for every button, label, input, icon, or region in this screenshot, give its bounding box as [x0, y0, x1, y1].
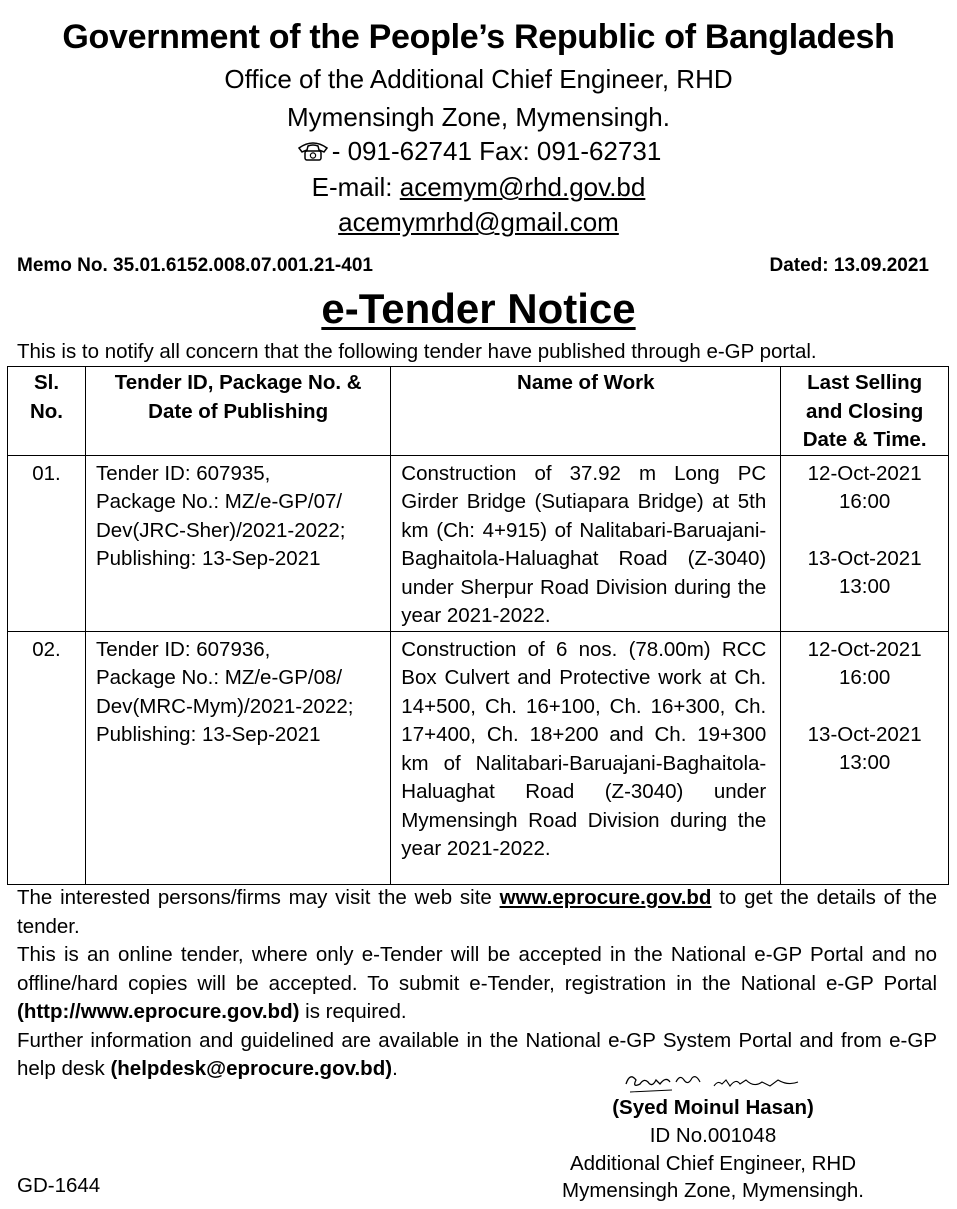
- header-date: [781, 367, 949, 456]
- closing-date: 13-Oct-2021: [807, 546, 922, 570]
- closing-date: 13-Oct-2021: [807, 722, 922, 746]
- egp-portal-link[interactable]: (http://www.eprocure.gov.bd): [17, 1000, 300, 1023]
- table-row: [8, 455, 949, 631]
- publishing-date: Publishing: 13-Sep-2021: [95, 547, 321, 570]
- closing-time: 13:00: [838, 751, 891, 774]
- eprocure-link[interactable]: www.eprocure.gov.bd: [499, 886, 712, 909]
- signatory-name: (Syed Moinul Hasan): [612, 1096, 814, 1119]
- date-spacer: [781, 517, 948, 545]
- row-dates: [781, 631, 949, 884]
- row-work-name: Construction of 37.92 m Long PC Girder Bridge (Sutiapara Bridge) at 5th km (Ch: 4+915) of Nalitabari-Baruajani-Baghaitola-Haluaghat Road (Z-3040) under Sherpur Road Division during the year 2021-2022.: [391, 455, 781, 631]
- package-no-line2: Dev(MRC-Mym)/2021-2022;: [95, 694, 354, 718]
- office-name: Office of the Additional Chief Engineer, RHD: [224, 64, 733, 94]
- signatory-designation: Additional Chief Engineer, RHD: [569, 1152, 857, 1175]
- package-no-line1: Package No.: MZ/e-GP/07/: [95, 490, 343, 513]
- zone-name: Mymensingh Zone, Mymensingh.: [287, 102, 670, 132]
- email-label: E-mail:: [311, 172, 400, 202]
- footer-paragraph-website: [17, 884, 937, 941]
- signatory-zone: Mymensingh Zone, Mymensingh.: [562, 1179, 864, 1202]
- email-line-2: [0, 207, 957, 237]
- selling-time: 16:00: [838, 666, 891, 689]
- footer-text: is required.: [299, 1000, 407, 1023]
- telephone-icon: [296, 138, 330, 168]
- header-date-line1: Last Selling: [807, 371, 923, 394]
- email-primary-link[interactable]: acemym@rhd.gov.bd: [399, 172, 646, 202]
- header-tender: [85, 367, 390, 456]
- row-work-name: Construction of 6 nos. (78.00m) RCC Box Culvert and Protective work at Ch. 14+500, Ch. 16+100, Ch. 16+300, Ch. 17+400, Ch. 18+200 and Ch. 19+300 km of Nalitabari-Baruajani-Baghaitola-Haluaghat Road (Z-3040) under Mymensingh Road Division during the year 2021-2022.: [391, 631, 781, 884]
- header-sl-line2: No.: [29, 399, 63, 423]
- header-tender-line1: Tender ID, Package No. &: [114, 371, 362, 394]
- package-no-line2: Dev(JRC-Sher)/2021-2022;: [95, 518, 346, 542]
- closing-time: 13:00: [838, 575, 891, 598]
- tender-id: Tender ID: 607935,: [95, 461, 271, 485]
- government-heading: Government of the People’s Republic of Bangladesh: [62, 18, 895, 56]
- footer-paragraph-online: [17, 941, 937, 1027]
- row-tender-info: [85, 631, 390, 884]
- publishing-date: Publishing: 13-Sep-2021: [95, 723, 321, 746]
- tender-id: Tender ID: 607936,: [95, 637, 271, 661]
- footer-text: The interested persons/firms may visit the web site: [17, 886, 500, 909]
- table-row: [8, 631, 949, 884]
- row-tender-info: [85, 455, 390, 631]
- row-dates: [781, 455, 949, 631]
- helpdesk-email-link[interactable]: (helpdesk@eprocure.gov.bd): [110, 1057, 393, 1080]
- header-tender-line2: Date of Publishing: [148, 399, 329, 423]
- signatory-id: ID No.001048: [649, 1124, 777, 1147]
- selling-date: 12-Oct-2021: [807, 637, 922, 661]
- package-no-line1: Package No.: MZ/e-GP/08/: [95, 666, 343, 689]
- email-secondary-link[interactable]: acemymrhd@gmail.com: [338, 207, 619, 237]
- memo-date: Dated: 13.09.2021: [769, 255, 929, 276]
- table-header-row: [8, 367, 949, 456]
- row-sl: 01.: [8, 455, 86, 631]
- notice-title: [0, 285, 957, 333]
- footer-text: This is an online tender, where only e-Tender will be accepted in the National e-GP Portal and no offline/hard copies will be accepted. To submit e-Tender, registration in the National e-GP Portal: [17, 943, 937, 995]
- notice-title-text: e-Tender Notice: [321, 285, 636, 332]
- memo-number: Memo No. 35.01.6152.008.07.001.21-401: [17, 255, 373, 276]
- header-date-line2: and Closing: [805, 399, 924, 423]
- footer-text: .: [392, 1057, 398, 1080]
- header-sl-line1: Sl.: [33, 371, 60, 394]
- footer-notes: [17, 884, 937, 1084]
- header-date-line3: Date & Time.: [802, 428, 927, 451]
- row-sl: 02.: [8, 631, 86, 884]
- intro-text: This is to notify all concern that the following tender have published through e-GP portal.: [17, 340, 817, 363]
- selling-date: 12-Oct-2021: [807, 461, 922, 485]
- phone-fax-line: [0, 136, 957, 168]
- header-work: Name of Work: [391, 367, 781, 456]
- selling-time: 16:00: [838, 490, 891, 513]
- date-spacer: [781, 693, 948, 721]
- email-line: [0, 172, 957, 202]
- footer-text: Further information and guidelined are available in the National e-GP System Portal and from e-GP help desk: [17, 1028, 937, 1080]
- footer-text: to get the details of the tender.: [17, 886, 937, 938]
- gd-number: GD-1644: [17, 1174, 101, 1197]
- tender-table: [7, 366, 949, 885]
- phone-fax-text: - 091-62741 Fax: 091-62731: [331, 136, 662, 166]
- header-sl: [8, 367, 86, 456]
